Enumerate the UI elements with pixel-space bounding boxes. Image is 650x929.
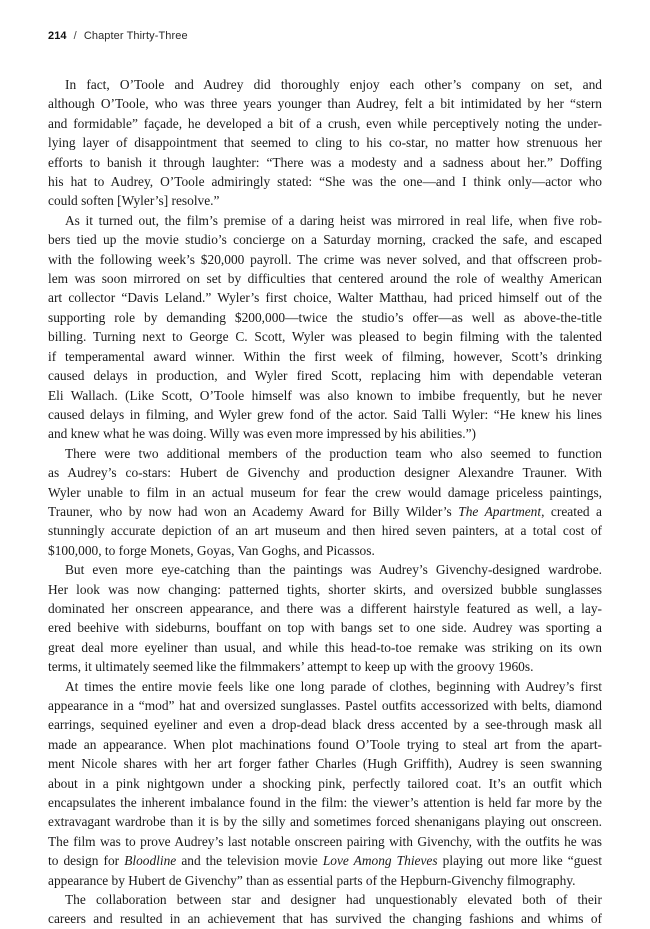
text-line: art collector “Davis Leland.” Wyler’s first choice, Walter Matthau, had priced himself out of the bbox=[48, 290, 602, 306]
text-line: lem was soon mirrored on set by difficulties that centered around the role of wealthy American bbox=[48, 271, 602, 287]
text-line: At times the entire movie feels like one long parade of clothes, beginning with Audrey’s first bbox=[65, 678, 602, 694]
text-line: The film was to prove Audrey’s last notable onscreen pairing with Givenchy, with the outfits he was bbox=[48, 833, 602, 849]
text-line: There were two additional members of the production team who also seemed to function bbox=[65, 445, 602, 461]
header-separator: / bbox=[73, 30, 77, 42]
text-line bbox=[48, 851, 602, 870]
text-line: as Audrey’s co-stars: Hubert de Givenchy and production designer Alexandre Trauner. With bbox=[48, 465, 602, 481]
text-segment: , created a bbox=[541, 503, 603, 519]
text-segment: playing out more like “guest bbox=[437, 853, 602, 869]
page-number: 214 bbox=[48, 30, 67, 42]
text-line: and formidable” façade, he developed a bit of a crush, even while perceptively noting the under- bbox=[48, 115, 602, 131]
running-head bbox=[48, 30, 188, 42]
text-segment: and the television movie bbox=[176, 853, 323, 869]
text-line: appearance in a “mod” hat and oversized sunglasses. Pastel outfits accessorized with belts, diamond bbox=[48, 698, 602, 713]
text-line: ment Nicole shares with her art forger father Charles (Hugh Griffith), Audrey is seen swanning bbox=[48, 756, 602, 772]
text-line: could soften [Wyler’s] resolve.” bbox=[48, 193, 220, 209]
text-line: extravagant wardrobe than it is by the silly and sometimes forced shenanigans playing out onscreen. bbox=[48, 814, 602, 830]
text-line: bers tied up the movie studio’s concierge on a Saturday morning, cracked the safe, and escaped bbox=[48, 232, 602, 248]
text-line: and knew what he was doing. Willy was even more impressed by his abilities.”) bbox=[48, 426, 476, 442]
text-line: The collaboration between star and designer had unquestionably elevated both of their bbox=[65, 892, 602, 908]
text-line: lying layer of disappointment that seemed to cling to his co-star, no matter how strenuous her bbox=[48, 135, 602, 151]
text-line: But even more eye-catching than the paintings was Audrey’s Givenchy-designed wardrobe. bbox=[65, 562, 602, 578]
text-line: great deal more eyeliner than usual, and while this head-to-toe remake was striking on its own bbox=[48, 639, 602, 655]
text-line: careers and resulted in an achievement that has survived the changing fashions and whims of bbox=[48, 911, 602, 927]
text-line: Eli Wallach. (Like Scott, O’Toole himself was also known to imbibe frequently, but he never bbox=[48, 387, 602, 403]
text-line: supporting role by demanding $200,000—twice the studio’s offer—as well as above-the-title bbox=[48, 309, 602, 325]
text-segment: to design for bbox=[48, 853, 125, 869]
text-line: dominated her onscreen appearance, and there was a different hairstyle featured as well, a lay- bbox=[48, 600, 602, 616]
text-line: Wyler unable to film in an actual museum for fear the crew would damage priceless paintings, bbox=[48, 484, 602, 500]
text-line: earrings, sequined eyeliner and even a drop-dead black dress accented by a see-through mask all bbox=[48, 717, 602, 733]
chapter-title: Chapter Thirty-Three bbox=[83, 30, 188, 42]
text-line: although O’Toole, who was three years younger than Audrey, felt a bit intimidated by her “stern bbox=[48, 96, 602, 112]
text-line: if temperamental award winner. Within the first week of filming, however, Scott’s drinking bbox=[48, 348, 602, 364]
text-segment: Trauner, who by now had won an Academy Award for Billy Wilder’s bbox=[48, 503, 459, 519]
text-line: In fact, O’Toole and Audrey did thoroughly enjoy each other’s company on set, and bbox=[65, 77, 602, 92]
text-line: with the following week’s $20,000 payroll. The crime was never solved, and that offscreen prob- bbox=[48, 251, 602, 267]
text-line: appearance by Hubert de Givenchy” than as essential parts of the Hepburn-Givenchy filmography. bbox=[48, 872, 576, 888]
body-text bbox=[48, 75, 602, 929]
text-line: ered beehive with sideburns, bouffant on top with bangs set to one side. Audrey was sporting a bbox=[48, 620, 602, 636]
text-line: billing. Turning next to George C. Scott, Wyler was pleased to begin filming with the talented bbox=[48, 329, 602, 345]
text-line: stunningly accurate depiction of an art museum and then hired seven painters, at a total cost of bbox=[48, 523, 602, 539]
text-line: As it turned out, the film’s premise of a daring heist was mirrored in real life, when five rob- bbox=[65, 212, 602, 228]
text-line: encapsulates the inherent imbalance found in the film: the viewer’s attention is held far more by the bbox=[48, 795, 602, 811]
text-line: caused delays in production, and Wyler fired Scott, replacing him with dependable veteran bbox=[48, 368, 602, 384]
text-line: made an appearance. When plot machinations found O’Toole trying to steal art from the apart- bbox=[48, 736, 602, 752]
italic-title: The Apartment bbox=[458, 503, 542, 519]
text-line bbox=[48, 502, 602, 521]
text-line: his hat to Audrey, O’Toole admiringly stated: “She was the one—and I think only—actor who bbox=[48, 174, 602, 190]
italic-title: Love Among Thieves bbox=[322, 853, 438, 869]
text-line: caused delays in filming, and Wyler grew fond of the actor. Said Talli Wyler: “He knew his lines bbox=[48, 406, 602, 422]
text-line: efforts to banish it through laughter: “There was a modesty and a sadness about her.” Doffing bbox=[48, 154, 602, 170]
text-line: $100,000, to forge Monets, Goyas, Van Goghs, and Picassos. bbox=[48, 542, 375, 558]
text-line: Her look was now changing: patterned tights, shorter skirts, and oversized bubble sunglasses bbox=[48, 581, 602, 597]
text-line: terms, it ultimately seemed like the filmmakers’ attempt to keep up with the groovy 1960s. bbox=[48, 659, 534, 675]
text-line: about in a pink nightgown under a shocking pink, perfectly tailored coat. It’s an outfit which bbox=[48, 775, 602, 791]
italic-title: Bloodline bbox=[124, 853, 177, 869]
